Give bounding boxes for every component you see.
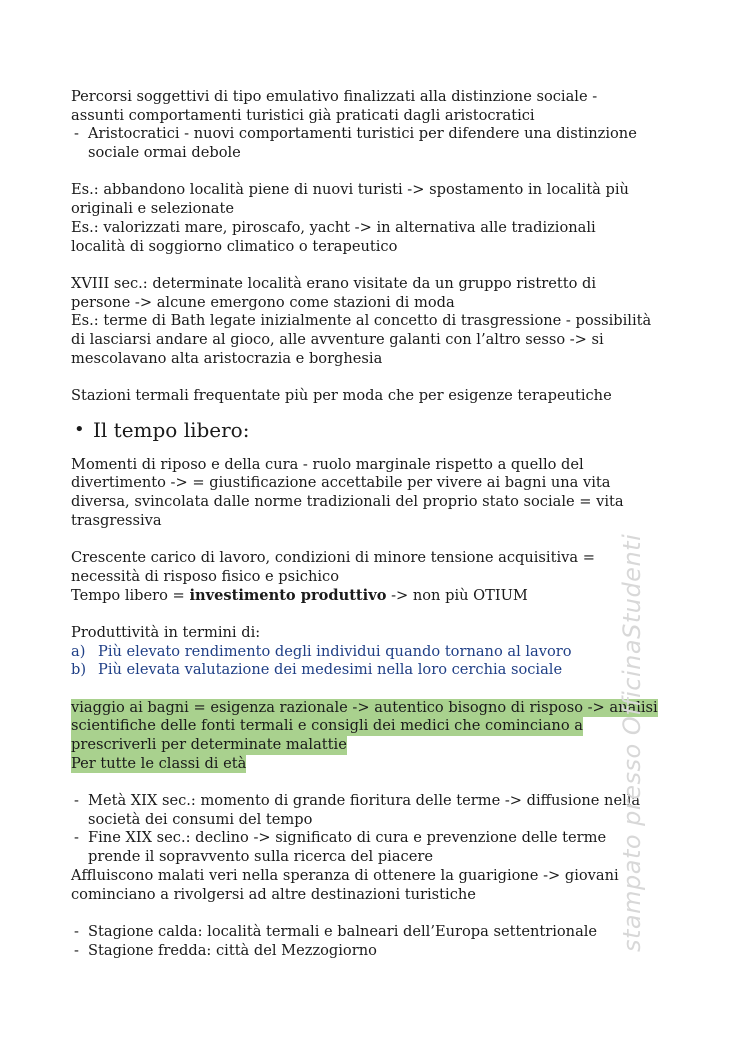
list-marker: b) [71, 661, 87, 679]
text-line: cominciano a rivolgersi ad altre destinazioni turistiche [71, 885, 476, 903]
heading-text: Il tempo libero: [93, 417, 250, 442]
text-line: Es.: valorizzati mare, piroscafo, yacht -> in alternativa alle tradizionali [71, 218, 596, 236]
highlighted-text: Per tutte le classi di età [71, 754, 247, 772]
text-line: mescolavano alta aristocrazia e borghesia [71, 349, 383, 367]
text-line: XVIII sec.: determinate località erano visitate da un gruppo ristretto di [71, 274, 597, 292]
highlighted-text: prescriverli per determinate malattie [71, 736, 347, 753]
text-line: Es.: terme di Bath legate inizialmente al concetto di trasgressione - possibilità [71, 312, 652, 330]
list-item: - Fine XIX sec.: declino -> significato di cura e prevenzione delle terme [71, 829, 681, 848]
text-line: Affluiscono malati veri nella speranza di ottenere la guarigione -> giovani [71, 866, 619, 884]
highlighted-paragraph [71, 699, 681, 774]
paragraph-produttivita [71, 624, 681, 680]
text-line: divertimento -> = giustificazione accettabile per vivere ai bagni una vita [71, 474, 611, 492]
paragraph-stazioni-termali: Stazioni termali frequentate più per moda che per esigenze terapeutiche [71, 387, 612, 404]
paragraph-xviii-secolo [71, 275, 681, 368]
bullet-icon: • [74, 418, 85, 440]
paragraph-xix-secolo [71, 792, 681, 904]
text-line: prende il sopravvento sulla ricerca del piacere [88, 848, 433, 866]
text-line: Produttività in termini di: [71, 623, 261, 641]
text-line [71, 587, 681, 606]
watermark: stampato presso OfficinaStudenti [618, 533, 646, 952]
text-line: necessità di risposo fisico e psichico [71, 567, 339, 585]
list-item-text: Più elevato rendimento degli individui quando tornano al lavoro [98, 642, 572, 660]
list-marker: a) [71, 642, 86, 660]
paragraph-distinzione [71, 88, 681, 163]
text-line: società dei consumi del tempo [88, 810, 313, 828]
paragraph-carico-lavoro [71, 549, 681, 605]
text-line: originali e selezionate [71, 200, 234, 218]
text-line: assunti comportamenti turistici già praticati dagli aristocratici [71, 106, 535, 124]
text-line: persone -> alcune emergono come stazioni di moda [71, 293, 455, 311]
text-line: Momenti di riposo e della cura - ruolo marginale rispetto a quello del [71, 455, 584, 473]
text-run: -> non più OTIUM [386, 586, 528, 604]
list-item: - Stagione calda: località termali e balneari dell’Europa settentrionale [71, 923, 681, 942]
text-run: Tempo libero = [71, 586, 190, 604]
text-line: sociale ormai debole [88, 144, 241, 162]
document-page [71, 88, 681, 960]
text-line: trasgressiva [71, 511, 162, 529]
text-line: di lasciarsi andare al gioco, alle avventure galanti con l’altro sesso -> si [71, 330, 604, 348]
list-item-text: Più elevata valutazione dei medesimi nella loro cerchia sociale [98, 661, 563, 679]
paragraph-riposo-cura [71, 456, 681, 531]
list-item [71, 643, 681, 662]
list-item: - Aristocratici - nuovi comportamenti turistici per difendere una distinzione [71, 125, 681, 144]
text-line: Percorsi soggettivi di tipo emulativo finalizzati alla distinzione sociale - [71, 88, 598, 105]
highlighted-text: scientifiche delle fonti termali e consigli dei medici che cominciano a [71, 717, 583, 735]
text-line: Es.: abbandono località piene di nuovi turisti -> spostamento in località più [71, 181, 629, 199]
list-item [71, 661, 681, 680]
section-heading [71, 416, 681, 444]
paragraph-stagioni [71, 923, 681, 960]
list-item: - Stagione fredda: città del Mezzogiorno [71, 942, 681, 961]
text-line: diversa, svincolata dalle norme tradizionali del proprio stato sociale = vita [71, 493, 624, 511]
bold-text: investimento produttivo [189, 586, 387, 604]
highlighted-text: viaggio ai bagni = esigenza razionale -> autentico bisogno di risposo -> analisi [71, 698, 658, 716]
list-item: - Metà XIX sec.: momento di grande fioritura delle terme -> diffusione nella [71, 792, 681, 811]
text-line: località di soggiorno climatico o terapeutico [71, 237, 398, 255]
text-line: Crescente carico di lavoro, condizioni di minore tensione acquisitiva = [71, 549, 595, 567]
paragraph-esempi [71, 181, 681, 256]
